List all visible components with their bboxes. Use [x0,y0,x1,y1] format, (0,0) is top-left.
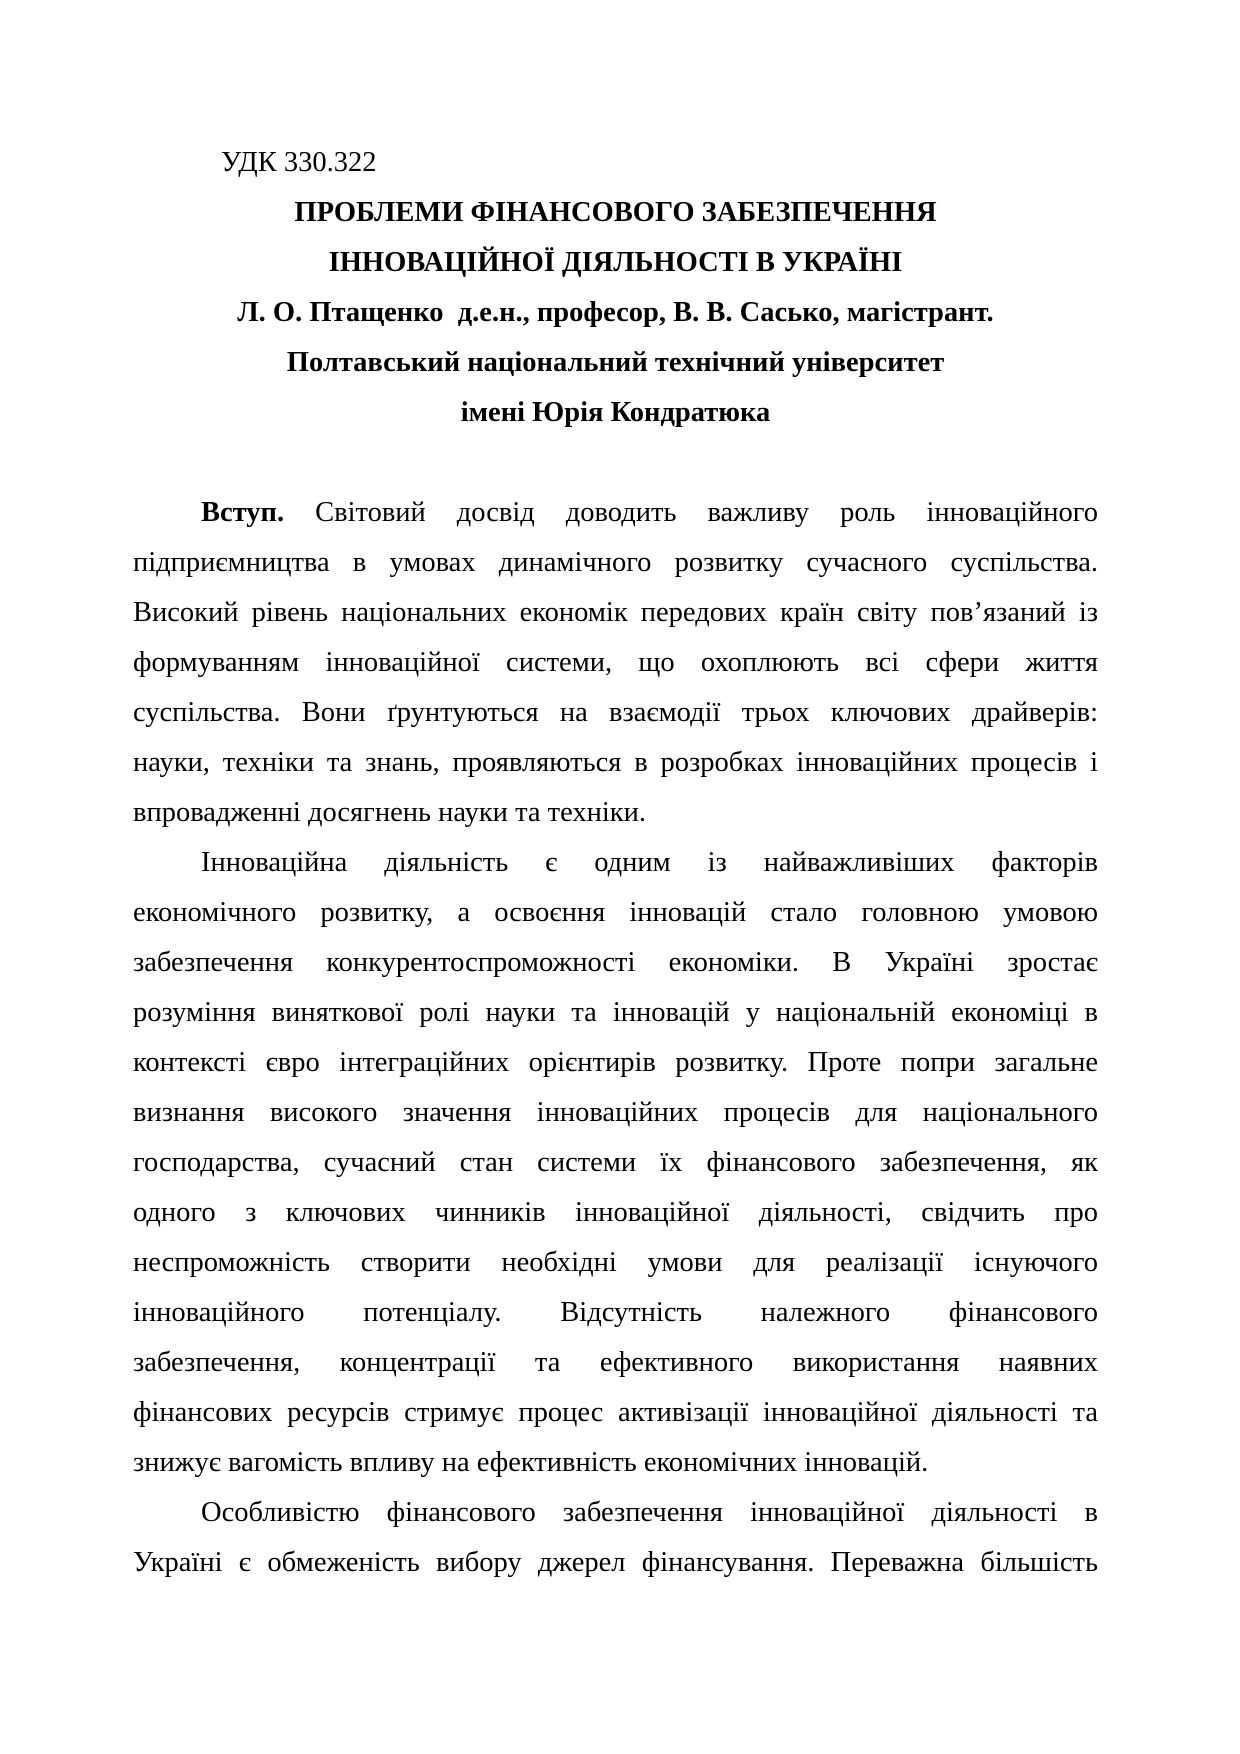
text-line: визнання високого значення інноваційних процесів для національного [133,1097,1098,1128]
text-line: забезпечення конкурентоспроможності економіки. В Україні зростає [133,947,1098,978]
text-line: Україні є обмеженість вибору джерел фінансування. Переважна більшість [133,1547,1098,1578]
text-line: забезпечення, концентрації та ефективного використання наявних [133,1347,1098,1378]
text-line: Інноваційна діяльність є одним із найважливіших факторів [201,847,1098,878]
text-line: контексті євро інтеграційних орієнтирів розвитку. Проте попри загальне [133,1047,1098,1078]
affiliation-line-2: імені Юрія Кондратюка [460,397,771,428]
text-line: неспроможність створити необхідні умови для реалізації існуючого [133,1247,1098,1278]
text-line: економічного розвитку, а освоєння інновацій стало головною умовою [133,897,1098,928]
text-block [133,138,1098,1588]
text-line-segment: Світовий досвід доводить важливу роль інноваційного [315,497,1098,528]
text-line: розуміння виняткової ролі науки та інновацій у національній економіці в [133,997,1098,1028]
authors-line: Л. О. Птащенко д.е.н., професор, В. В. Сасько, магістрант. [237,297,994,328]
intro-heading: Вступ. [201,497,285,528]
text-line: формуванням інноваційної системи, що охоплюють всі сфери життя [133,647,1098,678]
text-line: науки, техніки та знань, проявляються в розробках інноваційних процесів і [133,747,1098,778]
text-line: Особливістю фінансового забезпечення інноваційної діяльності в [201,1497,1098,1528]
text-line: інноваційного потенціалу. Відсутність належного фінансового [133,1297,1098,1328]
text-line: Високий рівень національних економік передових країн світу пов’язаний із [133,597,1098,628]
text-line: суспільства. Вони ґрунтуються на взаємодії трьох ключових драйверів: [133,697,1098,728]
text-line [133,488,1098,538]
text-line: господарства, сучасний стан системи їх фінансового забезпечення, як [133,1147,1098,1178]
blank-line [133,438,1098,488]
title-line-1: ПРОБЛЕМИ ФІНАНСОВОГО ЗАБЕЗПЕЧЕННЯ [294,197,937,228]
text-line: підприємництва в умовах динамічного розвитку сучасного суспільства. [133,547,1098,578]
text-line: одного з ключових чинників інноваційної діяльності, свідчить про [133,1197,1098,1228]
udc-number: УДК 330.322 [221,147,377,178]
text-line: фінансових ресурсів стримує процес активізації інноваційної діяльності та [133,1397,1098,1428]
text-line: впровадженні досягнень науки та техніки. [133,797,647,828]
text-line: знижує вагомість впливу на ефективність економічних інновацій. [133,1447,929,1478]
affiliation-line-1: Полтавський національний технічний університет [286,347,945,378]
title-line-2: ІННОВАЦІЙНОЇ ДІЯЛЬНОСТІ В УКРАЇНІ [328,247,903,278]
